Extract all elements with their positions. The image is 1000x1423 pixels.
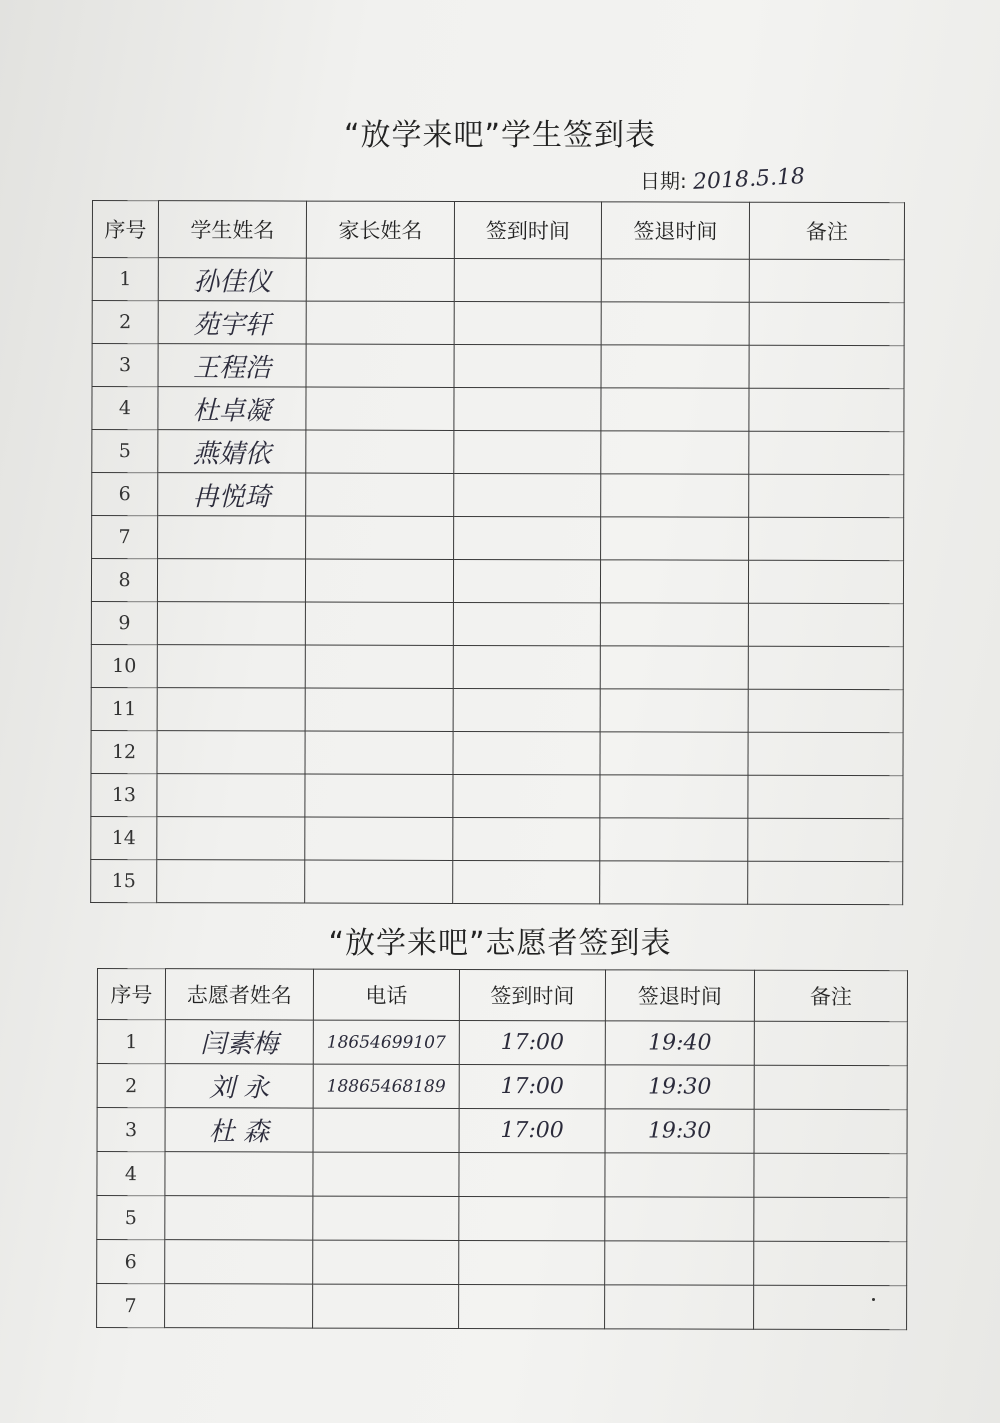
col-header-no: 序号 [92, 201, 158, 258]
student-name-cell [157, 688, 305, 731]
student-name-cell [157, 817, 305, 860]
row-number-cell: 14 [91, 816, 157, 859]
table-row [92, 301, 904, 346]
note-cell [749, 302, 904, 345]
phone-cell [313, 1152, 459, 1196]
student-name-cell: 冉悦琦 [158, 473, 306, 516]
sign-out-time-cell [600, 818, 748, 861]
parent-name-cell [305, 731, 453, 774]
row-number-cell: 5 [92, 430, 158, 473]
note-cell [754, 1021, 907, 1065]
note-cell [748, 818, 903, 861]
student-name-cell: 苑宇轩 [158, 301, 306, 344]
parent-name-cell [306, 430, 454, 473]
sign-in-time-cell [454, 344, 601, 387]
phone-cell: 18865468189 [313, 1064, 459, 1108]
col-header-sign-in-time: 签到时间 [459, 969, 605, 1020]
sign-out-time-cell [600, 732, 748, 775]
student-name-cell [157, 559, 305, 602]
volunteer-name-cell [165, 1284, 313, 1328]
sign-in-time-cell: 17:00 [459, 1108, 605, 1152]
note-cell [749, 388, 904, 431]
note-cell [748, 603, 903, 646]
note-cell [754, 1241, 907, 1285]
sign-in-time-cell [453, 559, 600, 602]
sign-out-time-cell [605, 1153, 754, 1197]
parent-name-cell [306, 258, 454, 301]
parent-name-cell [305, 817, 453, 860]
sign-out-time-cell [601, 302, 749, 345]
sign-out-time-cell [600, 689, 748, 732]
parent-name-cell [305, 645, 453, 688]
student-name-cell [157, 731, 305, 774]
sign-in-time-cell [453, 817, 600, 860]
table-row [91, 730, 903, 775]
student-name-cell: 杜卓凝 [158, 387, 306, 430]
sign-out-time-cell [601, 345, 749, 388]
sign-in-time-cell: 17:00 [459, 1020, 605, 1064]
sign-out-time-cell [601, 259, 749, 302]
table-row [92, 516, 904, 561]
sign-in-time-cell [454, 258, 601, 301]
student-name-cell [157, 645, 305, 688]
row-number-cell: 9 [91, 601, 157, 644]
col-header-sign-in-time: 签到时间 [454, 201, 601, 258]
sign-in-time-cell [453, 645, 600, 688]
col-header-note: 备注 [749, 202, 904, 259]
note-cell [749, 259, 904, 302]
row-number-cell: 12 [91, 730, 157, 773]
sign-out-time-cell [601, 431, 749, 474]
row-number-cell: 4 [92, 387, 158, 430]
student-name-cell [157, 602, 305, 645]
parent-name-cell [306, 516, 454, 559]
sign-out-time-cell [601, 517, 749, 560]
volunteer-name-cell: 刘 永 [165, 1064, 313, 1108]
note-cell [748, 861, 903, 904]
col-header-student-name: 学生姓名 [158, 201, 306, 258]
row-number-cell: 3 [92, 344, 158, 387]
sign-out-time-cell [605, 1285, 754, 1329]
table-row [97, 1108, 907, 1154]
col-header-no: 序号 [97, 969, 165, 1020]
table-row [91, 601, 903, 646]
volunteer-name-cell [165, 1196, 313, 1240]
volunteer-name-cell: 杜 森 [165, 1108, 313, 1152]
parent-name-cell [305, 774, 453, 817]
parent-name-cell [306, 387, 454, 430]
parent-name-cell [305, 688, 453, 731]
sign-out-time-cell [600, 861, 748, 904]
sign-out-time-cell [605, 1241, 754, 1285]
table-header-row [92, 201, 904, 260]
phone-cell [313, 1196, 459, 1240]
col-header-phone: 电话 [313, 969, 459, 1020]
row-number-cell: 2 [97, 1064, 165, 1108]
student-name-cell [158, 516, 306, 559]
volunteer-name-cell: 闫素梅 [165, 1020, 313, 1064]
table-row [92, 344, 904, 389]
sign-in-time-cell [454, 473, 601, 516]
table-row [91, 644, 903, 689]
row-number-cell: 6 [97, 1240, 165, 1284]
paper-speck [872, 1298, 875, 1301]
parent-name-cell [305, 559, 453, 602]
phone-cell [313, 1108, 459, 1152]
note-cell [748, 775, 903, 818]
student-name-cell [157, 774, 305, 817]
table-row [97, 1020, 907, 1066]
note-cell [748, 732, 903, 775]
parent-name-cell [305, 602, 453, 645]
row-number-cell: 11 [91, 687, 157, 730]
student-name-cell: 孙佳仪 [158, 258, 306, 301]
row-number-cell: 1 [97, 1020, 165, 1064]
sign-in-time-cell [454, 387, 601, 430]
col-header-parent-name: 家长姓名 [306, 201, 454, 258]
row-number-cell: 4 [97, 1152, 165, 1196]
phone-cell [313, 1240, 459, 1284]
note-cell [749, 517, 904, 560]
table-row [92, 430, 904, 475]
sign-out-time-cell [600, 603, 748, 646]
sign-in-time-cell [453, 602, 600, 645]
table-row [92, 387, 904, 432]
sign-out-time-cell [605, 1197, 754, 1241]
note-cell [748, 646, 903, 689]
sign-in-time-cell: 17:00 [459, 1064, 605, 1108]
table-row [97, 1152, 907, 1198]
table-row [91, 773, 903, 818]
row-number-cell: 3 [97, 1108, 165, 1152]
table-row [97, 1240, 907, 1286]
parent-name-cell [306, 344, 454, 387]
col-header-note: 备注 [754, 970, 907, 1021]
sign-out-time-cell [601, 474, 749, 517]
table-row [97, 1064, 907, 1110]
row-number-cell: 7 [92, 516, 158, 559]
row-number-cell: 5 [97, 1196, 165, 1240]
volunteer-name-cell [165, 1240, 313, 1284]
phone-cell [313, 1284, 459, 1328]
volunteer-name-cell [165, 1152, 313, 1196]
sign-in-time-cell [459, 1196, 605, 1240]
row-number-cell: 2 [92, 301, 158, 344]
sign-in-time-cell [453, 688, 600, 731]
col-header-sign-out-time: 签退时间 [601, 202, 749, 259]
sign-in-time-cell [454, 516, 601, 559]
sign-in-time-cell [459, 1284, 605, 1328]
table-row [91, 816, 903, 861]
note-cell [754, 1109, 907, 1153]
table-row [91, 687, 903, 732]
sign-in-time-cell [459, 1240, 605, 1284]
student-name-cell: 王程浩 [158, 344, 306, 387]
col-header-sign-out-time: 签退时间 [605, 970, 754, 1021]
date-label: 日期: [640, 169, 687, 193]
sign-out-time-cell [601, 388, 749, 431]
note-cell [754, 1285, 907, 1329]
row-number-cell: 8 [91, 559, 157, 602]
table-row [97, 1196, 907, 1242]
table-row [92, 473, 904, 518]
parent-name-cell [306, 473, 454, 516]
note-cell [749, 345, 904, 388]
table-row [97, 1284, 907, 1330]
table-row [91, 559, 903, 604]
sign-in-time-cell [459, 1152, 605, 1196]
sign-out-time-cell [600, 775, 748, 818]
date-line [640, 165, 805, 194]
note-cell [754, 1197, 907, 1241]
row-number-cell: 15 [91, 859, 157, 902]
sign-out-time-cell: 19:30 [605, 1065, 754, 1109]
note-cell [748, 689, 903, 732]
sign-in-time-cell [453, 860, 600, 903]
note-cell [754, 1065, 907, 1109]
row-number-cell: 13 [91, 773, 157, 816]
sign-out-time-cell [600, 646, 748, 689]
note-cell [748, 560, 903, 603]
sign-in-time-cell [453, 774, 600, 817]
table-row [92, 258, 904, 303]
student-sheet-title: “放学来吧”学生签到表 [343, 118, 657, 153]
parent-name-cell [305, 860, 453, 903]
sign-in-time-cell [454, 430, 601, 473]
note-cell [749, 431, 904, 474]
sign-in-time-cell [453, 731, 600, 774]
sign-out-time-cell [600, 560, 748, 603]
table-header-row [97, 969, 907, 1022]
date-value: 2018.5.18 [692, 164, 806, 195]
table-row [91, 859, 903, 904]
student-name-cell [157, 860, 305, 903]
col-header-volunteer-name: 志愿者姓名 [165, 969, 313, 1020]
student-sign-in-table [90, 200, 905, 905]
sign-out-time-cell: 19:30 [605, 1109, 754, 1153]
row-number-cell: 6 [92, 473, 158, 516]
row-number-cell: 1 [92, 258, 158, 301]
note-cell [749, 474, 904, 517]
sign-out-time-cell: 19:40 [605, 1021, 754, 1065]
parent-name-cell [306, 301, 454, 344]
volunteer-sign-in-table [96, 968, 908, 1330]
row-number-cell: 7 [97, 1284, 165, 1328]
student-name-cell: 燕婧依 [158, 430, 306, 473]
note-cell [754, 1153, 907, 1197]
volunteer-sheet-title: “放学来吧”志愿者签到表 [328, 926, 672, 961]
phone-cell: 18654699107 [313, 1020, 459, 1064]
row-number-cell: 10 [91, 644, 157, 687]
sign-in-time-cell [454, 301, 601, 344]
